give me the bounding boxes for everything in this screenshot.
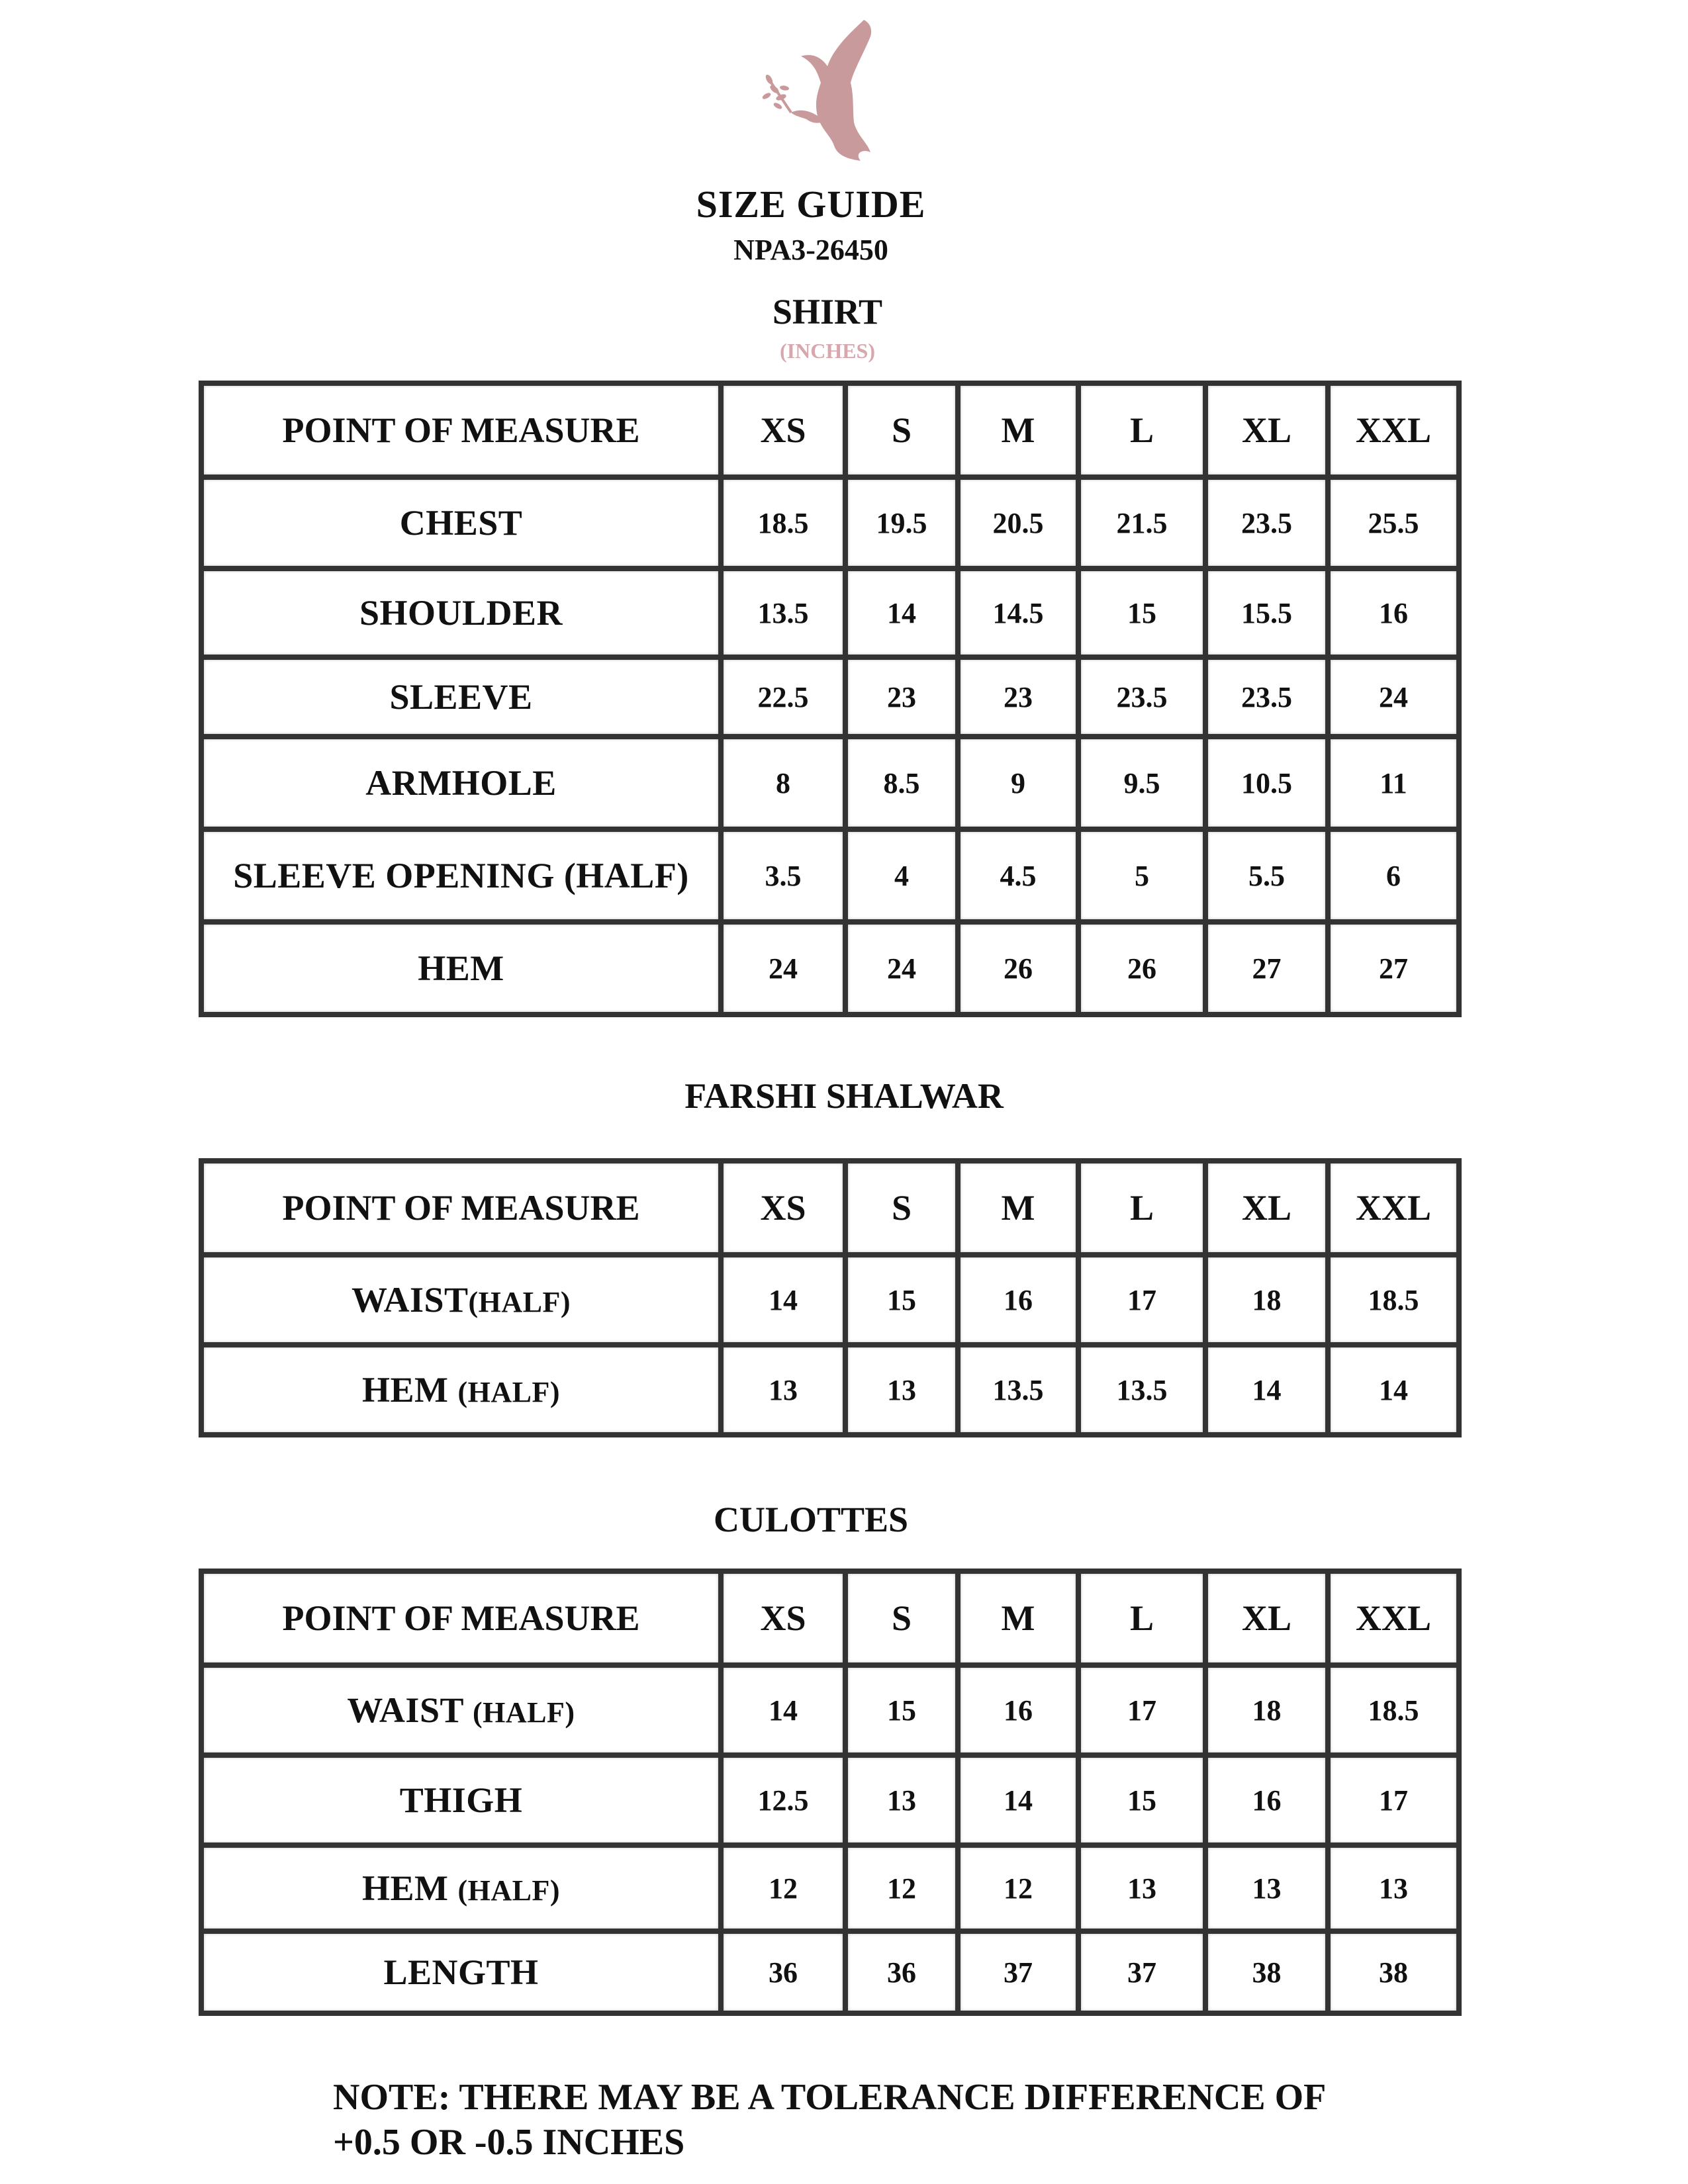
cell-value: 12 [845,1845,958,1931]
cell-value: 24 [1328,657,1459,737]
size-header: M [958,383,1078,477]
cell-value: 8.5 [845,737,958,829]
cell-value: 14.5 [958,569,1078,657]
cell-value: 15 [1078,1755,1205,1845]
table-row [201,1845,1459,1931]
cell-value: 17 [1328,1755,1459,1845]
cell-value: 22.5 [721,657,845,737]
cell-value: 9 [958,737,1078,829]
table-row [201,829,1459,922]
size-header: L [1078,1161,1205,1255]
cell-value: 18.5 [1328,1665,1459,1755]
cell-value: 18 [1205,1255,1328,1345]
row-label-suffix: (HALF) [473,1696,575,1729]
pom-header: POINT OF MEASURE [201,1161,721,1255]
dove-logo-icon [755,17,894,165]
cell-value: 27 [1328,922,1459,1015]
cell-value: 16 [958,1665,1078,1755]
cell-value: 23.5 [1078,657,1205,737]
row-label-suffix: (HALF) [457,1376,561,1408]
cell-value: 18 [1205,1665,1328,1755]
size-header: XL [1205,1571,1328,1665]
note-line-1: NOTE: THERE MAY BE A TOLERANCE DIFFERENCE OF [333,2077,1327,2118]
row-label-suffix: (HALF) [468,1286,571,1318]
cell-value: 23 [845,657,958,737]
row-label-text: LENGTH [383,1952,539,1992]
row-label-suffix: (HALF) [457,1874,561,1907]
cell-value: 6 [1328,829,1459,922]
cell-value: 4 [845,829,958,922]
row-label [201,1845,721,1931]
table-row [201,1665,1459,1755]
table-row [201,1931,1459,2013]
cell-value: 13 [721,1345,845,1435]
table-row [201,1755,1459,1845]
cell-value: 5 [1078,829,1205,922]
size-header: M [958,1161,1078,1255]
units-label: (INCHES) [779,339,875,363]
row-label: SLEEVE OPENING (HALF) [201,829,721,922]
cell-value: 26 [1078,922,1205,1015]
size-header: L [1078,383,1205,477]
cell-value: 15 [845,1255,958,1345]
row-label: SLEEVE [201,657,721,737]
cell-value: 13 [845,1755,958,1845]
cell-value: 23.5 [1205,477,1328,569]
cell-value: 16 [958,1255,1078,1345]
table-header-row [201,383,1459,477]
note-line-2: +0.5 OR -0.5 INCHES [333,2122,685,2163]
size-header: XS [721,1571,845,1665]
cell-value: 13 [1328,1845,1459,1931]
row-label-text: HEM [361,1370,449,1410]
size-header: L [1078,1571,1205,1665]
table-row [201,477,1459,569]
culottes-size-table [199,1569,1462,2016]
row-label [201,1931,721,2013]
cell-value: 38 [1205,1931,1328,2013]
cell-value: 27 [1205,922,1328,1015]
cell-value: 36 [721,1931,845,2013]
cell-value: 24 [845,922,958,1015]
row-label-text: HEM [361,1868,449,1908]
cell-value: 14 [721,1255,845,1345]
size-header: XXL [1328,1571,1459,1665]
cell-value: 13.5 [958,1345,1078,1435]
row-label-text: WAIST [347,1690,464,1730]
cell-value: 15 [1078,569,1205,657]
table-row [201,1345,1459,1435]
cell-value: 38 [1328,1931,1459,2013]
cell-value: 14 [958,1755,1078,1845]
row-label [201,1665,721,1755]
size-header: XXL [1328,1161,1459,1255]
row-label [201,1345,721,1435]
size-header: XL [1205,1161,1328,1255]
row-label-text: THIGH [399,1780,523,1820]
size-header: S [845,1161,958,1255]
cell-value: 13 [1205,1845,1328,1931]
cell-value: 25.5 [1328,477,1459,569]
product-code: NPA3-26450 [733,234,888,266]
shirt-size-table [199,381,1462,1017]
cell-value: 12 [721,1845,845,1931]
row-label [201,1755,721,1845]
cell-value: 14 [1328,1345,1459,1435]
cell-value: 8 [721,737,845,829]
shirt-section-title: SHIRT [772,292,883,332]
size-header: XS [721,1161,845,1255]
cell-value: 23 [958,657,1078,737]
size-header: S [845,383,958,477]
cell-value: 24 [721,922,845,1015]
shalwar-section-title: FARSHI SHALWAR [684,1076,1004,1116]
cell-value: 11 [1328,737,1459,829]
table-header-row [201,1571,1459,1665]
cell-value: 13.5 [1078,1345,1205,1435]
table-row [201,569,1459,657]
cell-value: 37 [958,1931,1078,2013]
row-label: SHOULDER [201,569,721,657]
cell-value: 5.5 [1205,829,1328,922]
cell-value: 23.5 [1205,657,1328,737]
cell-value: 12.5 [721,1755,845,1845]
cell-value: 16 [1205,1755,1328,1845]
cell-value: 15.5 [1205,569,1328,657]
cell-value: 17 [1078,1665,1205,1755]
pom-header: POINT OF MEASURE [201,383,721,477]
cell-value: 18.5 [1328,1255,1459,1345]
cell-value: 36 [845,1931,958,2013]
cell-value: 21.5 [1078,477,1205,569]
cell-value: 18.5 [721,477,845,569]
cell-value: 20.5 [958,477,1078,569]
cell-value: 12 [958,1845,1078,1931]
row-label: CHEST [201,477,721,569]
cell-value: 13.5 [721,569,845,657]
size-header: XS [721,383,845,477]
table-row [201,1255,1459,1345]
cell-value: 19.5 [845,477,958,569]
page-title: SIZE GUIDE [696,183,926,226]
cell-value: 37 [1078,1931,1205,2013]
cell-value: 14 [1205,1345,1328,1435]
row-label-text: WAIST [351,1280,469,1320]
tolerance-note [333,2075,1392,2165]
table-row [201,657,1459,737]
size-header: XL [1205,383,1328,477]
cell-value: 14 [845,569,958,657]
cell-value: 13 [845,1345,958,1435]
cell-value: 10.5 [1205,737,1328,829]
shalwar-size-table [199,1158,1462,1437]
cell-value: 26 [958,922,1078,1015]
row-label: HEM [201,922,721,1015]
table-row [201,737,1459,829]
size-header: M [958,1571,1078,1665]
cell-value: 4.5 [958,829,1078,922]
row-label: ARMHOLE [201,737,721,829]
size-header: XXL [1328,383,1459,477]
cell-value: 16 [1328,569,1459,657]
size-header: S [845,1571,958,1665]
row-label [201,1255,721,1345]
cell-value: 9.5 [1078,737,1205,829]
pom-header: POINT OF MEASURE [201,1571,721,1665]
cell-value: 15 [845,1665,958,1755]
cell-value: 17 [1078,1255,1205,1345]
culottes-section-title: CULOTTES [713,1500,909,1539]
cell-value: 14 [721,1665,845,1755]
table-header-row [201,1161,1459,1255]
cell-value: 3.5 [721,829,845,922]
table-row [201,922,1459,1015]
cell-value: 13 [1078,1845,1205,1931]
